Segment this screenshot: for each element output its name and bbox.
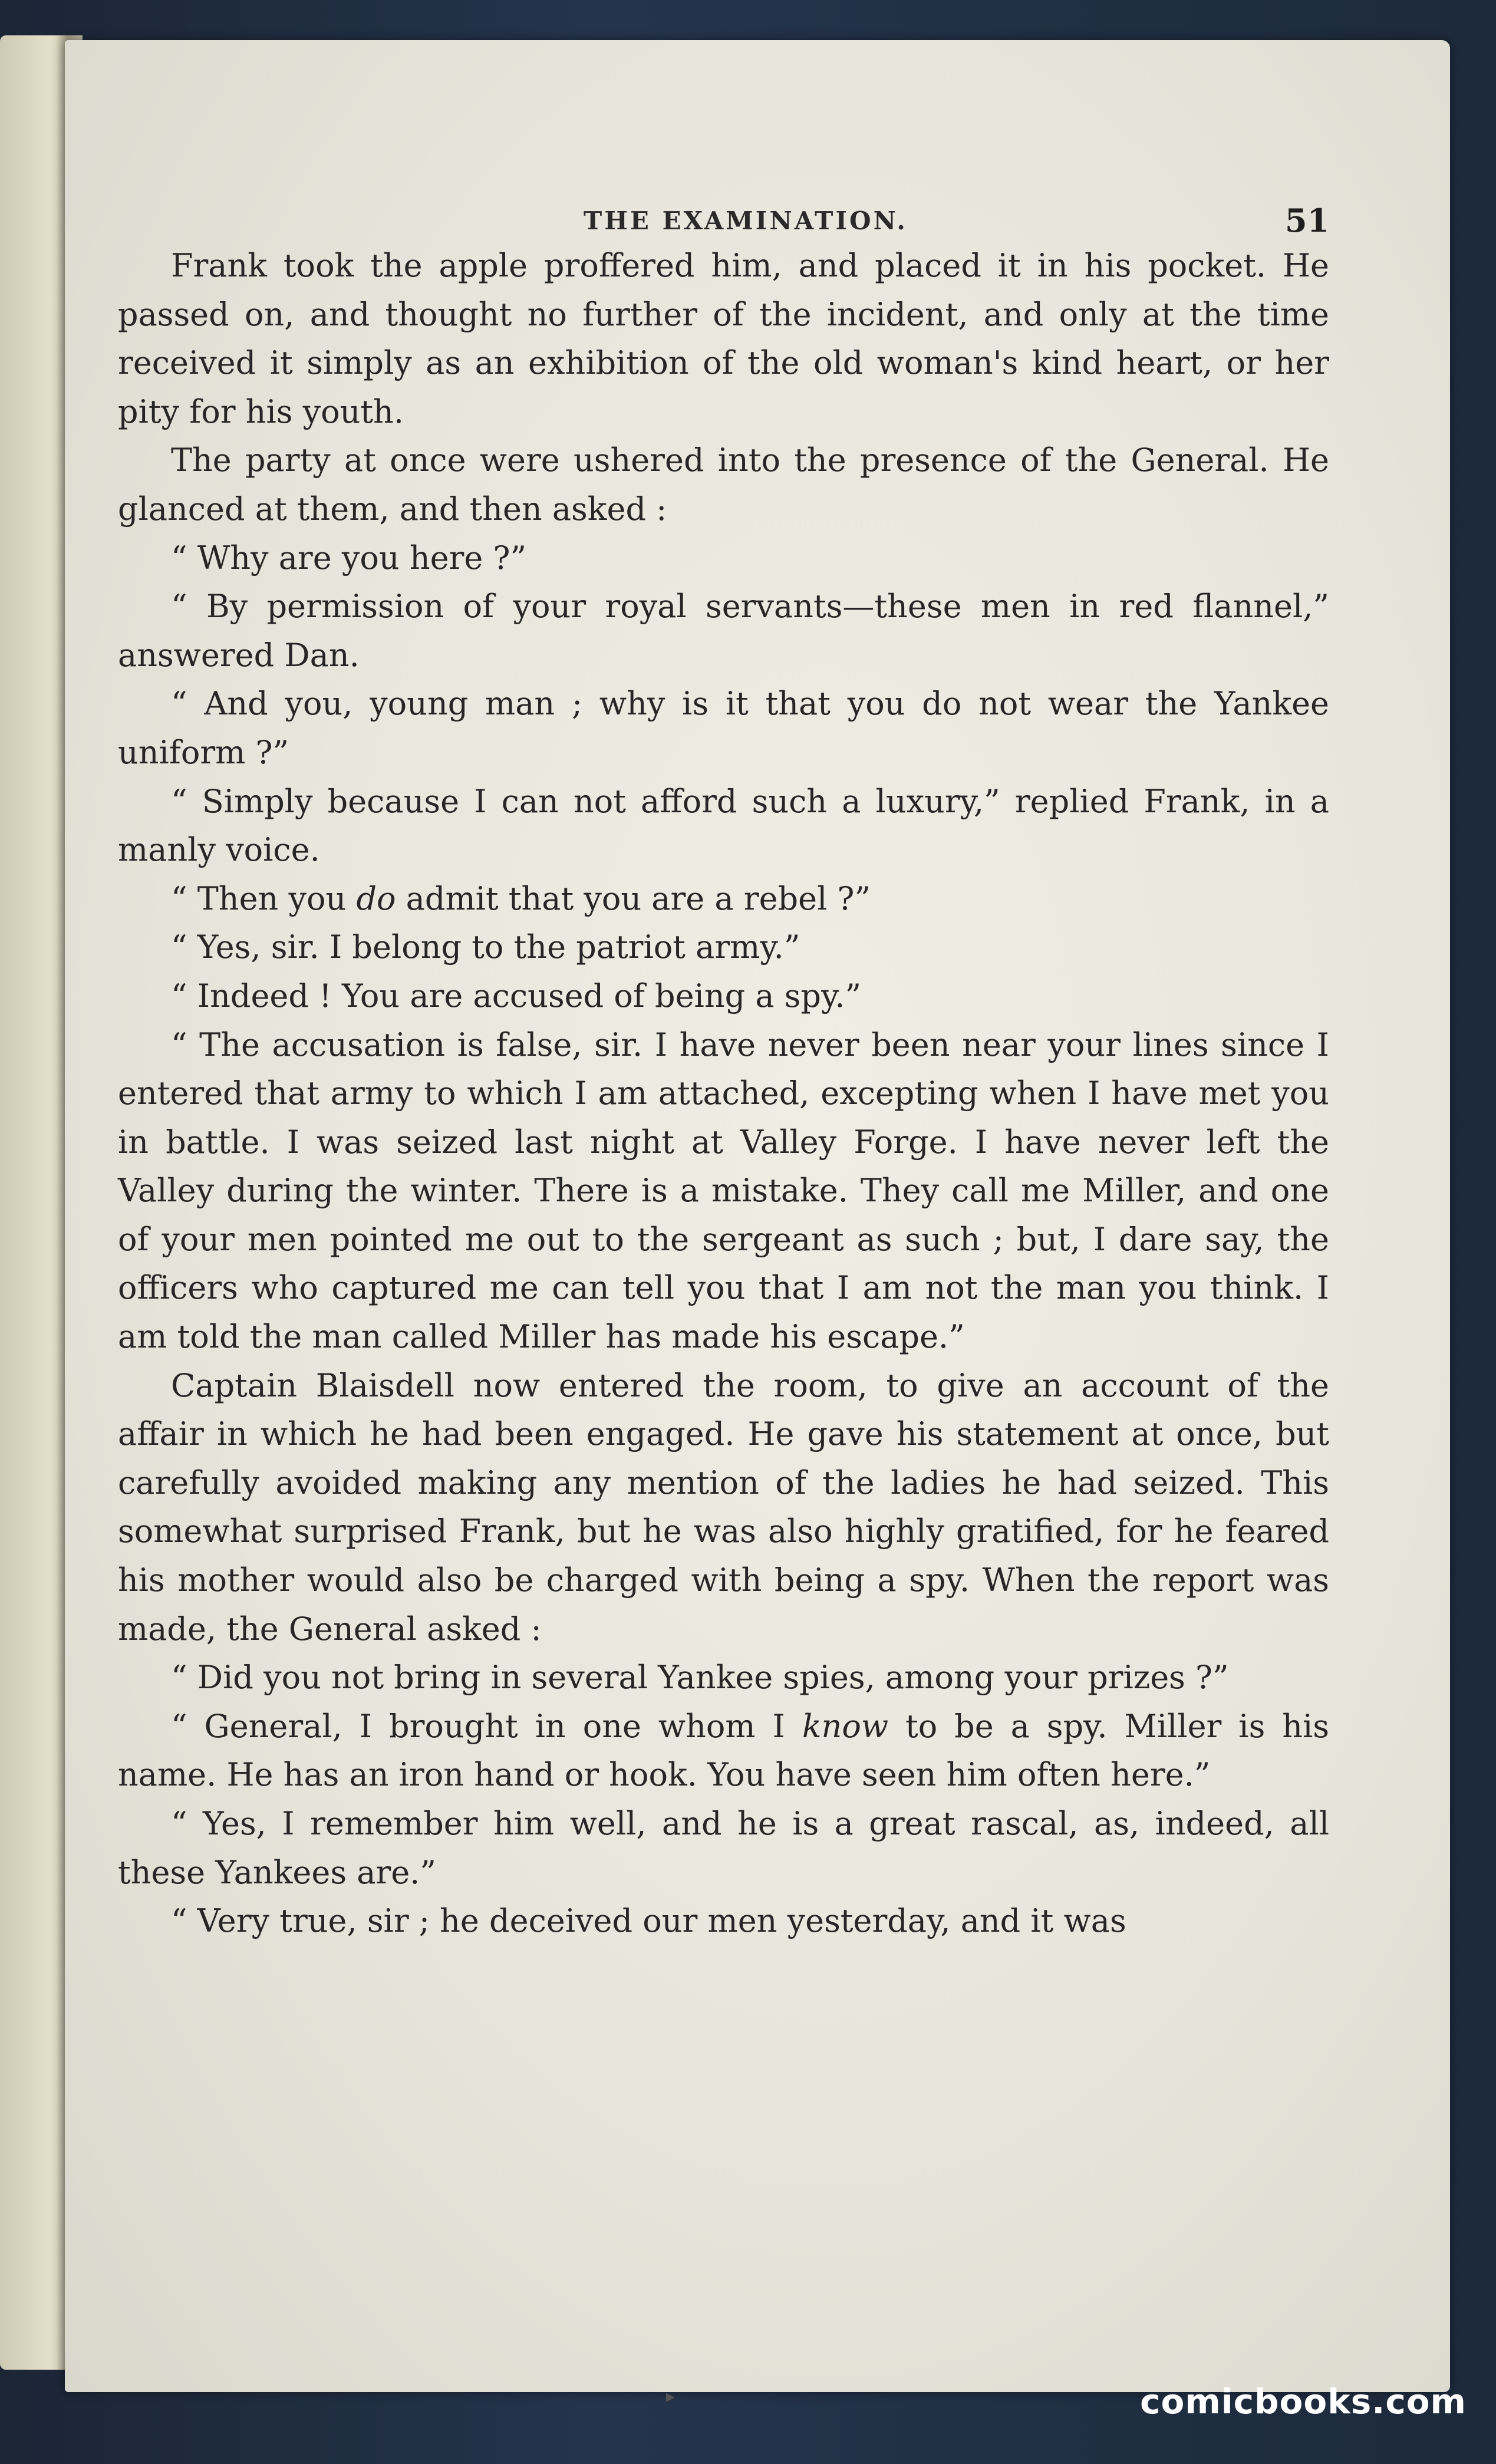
italic-emphasis: know [802,1707,889,1745]
paragraph: Frank took the apple proffered him, and placed it in his pocket. He passed on, and thought no further of the incident, and only at the time received it simply as an exhibition of the old woman's kind heart, or her pity for his youth. [118,247,1329,430]
running-title: THE EXAMINATION. [584,206,908,235]
paragraph: “ And you, young man ; why is it that you do not wear the Yankee uniform ?” [118,685,1329,771]
paragraph: “ Yes, I remember him well, and he is a great rascal, as, indeed, all these Yankees are.” [118,1805,1329,1891]
page-header [65,202,1450,242]
printer-mark: ▸ [666,2386,675,2407]
paragraph: “ Indeed ! You are accused of being a spy.” [171,977,862,1014]
site-watermark: comicbooks.com [1140,2381,1467,2422]
page-number: 51 [1285,202,1330,239]
paragraph: “ Simply because I can not afford such a luxury,” replied Frank, in a manly voice. [118,782,1329,869]
paragraph: “ By permission of your royal servants—these men in red flannel,” answered Dan. [118,588,1329,674]
paragraph: “ Very true, sir ; he deceived our men yesterday, and it was [171,1902,1126,1940]
italic-emphasis: do [356,879,396,917]
body-text [118,242,1329,1946]
paragraph: “ Then you do admit that you are a rebel ?” [171,879,871,917]
paragraph: “ Yes, sir. I belong to the patriot army.” [171,928,800,966]
paragraph: “ General, I brought in one whom I know to be a spy. Miller is his name. He has an iron hand or hook. You have seen him often here.” [118,1707,1329,1794]
paragraph: “ The accusation is false, sir. I have never been near your lines since I entered that army to which I am attached, excepting when I have met you in battle. I was seized last night at Valley Forge. I have never left the Valley during the winter. There is a mistake. They call me Miller, and one of your men pointed me out to the sergeant as such ; but, I dare say, the officers who captured me can tell you that I am not the man you think. I am told the man called Miller has made his escape.” [118,1026,1329,1356]
paragraph: “ Did you not bring in several Yankee spies, among your prizes ?” [171,1659,1229,1697]
paragraph: The party at once were ushered into the presence of the General. He glanced at them, and then asked : [118,442,1329,528]
paragraph: “ Why are you here ?” [171,539,527,577]
paragraph: Captain Blaisdell now entered the room, to give an account of the affair in which he had been engaged. He gave his statement at once, but carefully avoided making any mention of the ladies he had seized. This somewhat surprised Frank, but he was also highly gratified, for he feared his mother would also be charged with being a spy. When the report was made, the General asked : [118,1366,1329,1648]
